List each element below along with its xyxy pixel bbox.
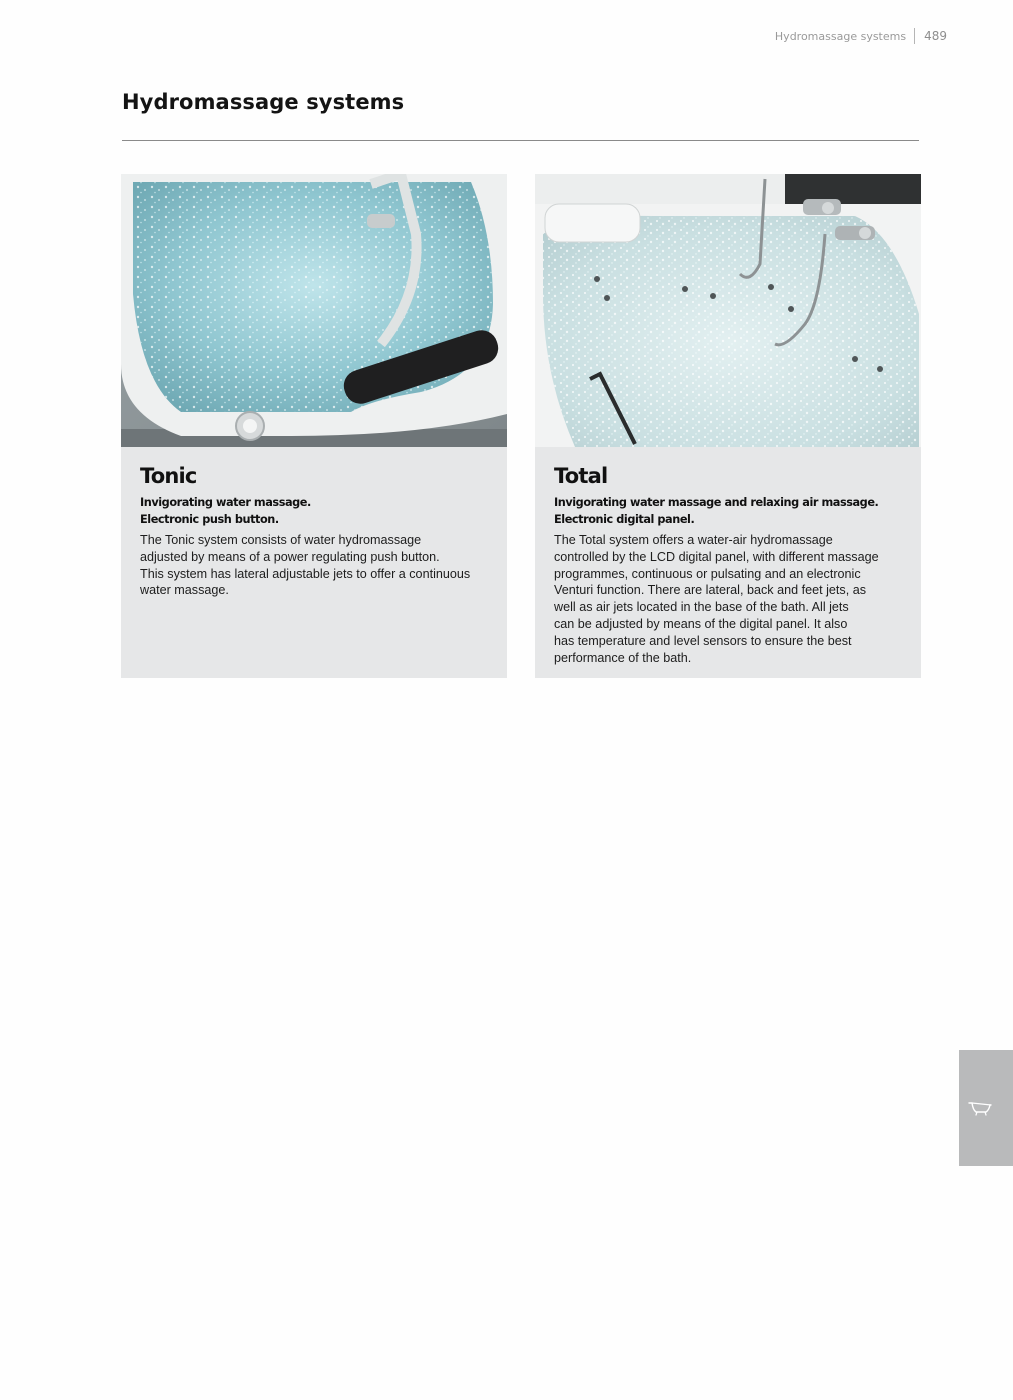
system-tagline: Invigorating water massage. — [140, 496, 311, 509]
total-bathtub-photo — [535, 174, 921, 447]
description-line: well as air jets located in the base of the bath. All jets — [554, 600, 849, 615]
system-tagline: Invigorating water massage and relaxing air massage. — [554, 496, 879, 509]
system-name: Total — [554, 464, 608, 488]
description-line: has temperature and level sensors to ensure the best — [554, 633, 852, 648]
system-name: Tonic — [140, 464, 197, 488]
description-line: programmes, continuous or pulsating and an electronic — [554, 566, 861, 581]
description-line: Venturi function. There are lateral, back and feet jets, as — [554, 583, 866, 598]
total-card — [535, 174, 921, 678]
description-line: can be adjusted by means of the digital panel. It also — [554, 616, 848, 631]
running-header — [775, 27, 947, 45]
page-number: 489 — [924, 29, 947, 43]
description-line: adjusted by means of a power regulating push button. — [140, 549, 440, 564]
system-description — [140, 532, 488, 599]
description-line: The Total system offers a water-air hydromassage — [554, 533, 833, 547]
system-description — [554, 532, 902, 666]
description-line: controlled by the LCD digital panel, with different massage — [554, 549, 879, 564]
description-line: This system has lateral adjustable jets to offer a continuous — [140, 566, 471, 581]
bathtub-icon — [967, 1098, 993, 1118]
tonic-card — [121, 174, 507, 678]
system-control: Electronic push button. — [140, 513, 279, 526]
chapter-tab[interactable] — [959, 1050, 1013, 1166]
page-title: Hydromassage systems — [122, 90, 405, 114]
description-line: The Tonic system consists of water hydromassage — [140, 533, 422, 547]
title-rule — [122, 140, 919, 141]
tonic-bathtub-photo — [121, 174, 507, 447]
description-line: performance of the bath. — [554, 650, 692, 665]
running-header-section: Hydromassage systems — [774, 29, 907, 43]
system-control: Electronic digital panel. — [554, 513, 695, 526]
description-line: water massage. — [140, 583, 229, 598]
